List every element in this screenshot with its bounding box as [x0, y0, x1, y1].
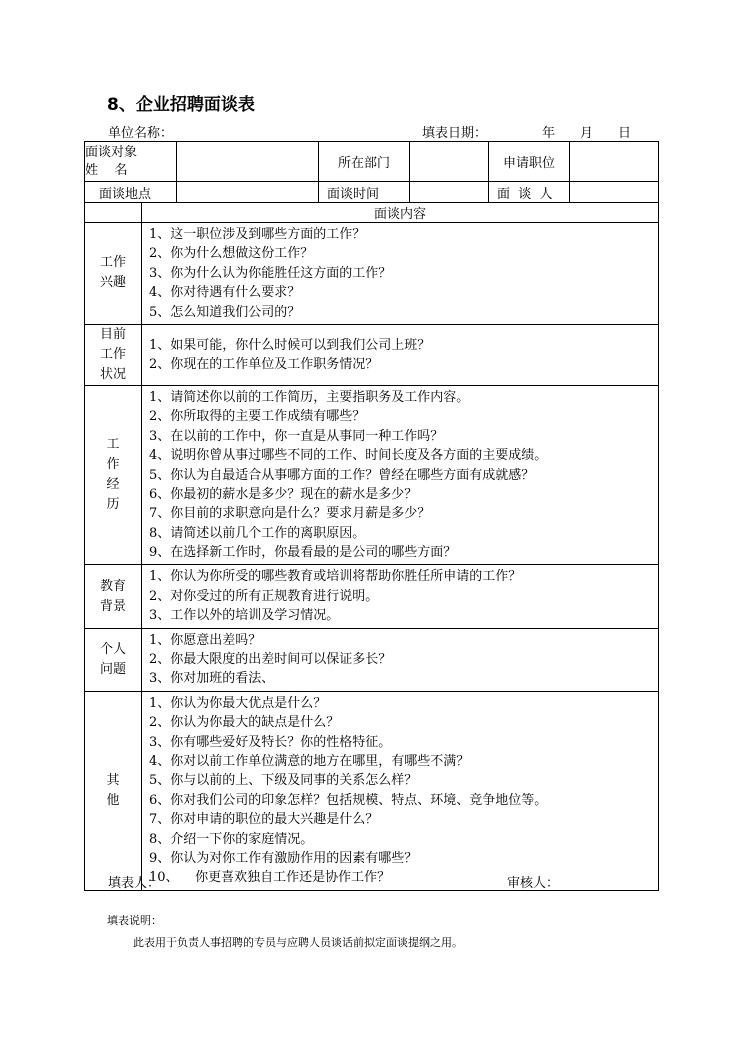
- section-questions: [142, 628, 659, 691]
- question-item: 7、你目前的求职意向是什么？要求月薪是多少？: [149, 506, 431, 522]
- section-category-label: 个人 问题: [85, 628, 142, 691]
- location-label: 面谈地点: [85, 182, 177, 203]
- interviewer-field[interactable]: [570, 182, 659, 203]
- question-item: 2、你为什么想做这份工作？: [149, 246, 314, 262]
- question-item: 2、对你受过的所有正规教育进行说明。: [149, 588, 379, 604]
- page-title: 8、企业招聘面谈表: [107, 95, 255, 115]
- question-item: 10、 你更喜欢独自工作还是协作工作？: [149, 870, 391, 886]
- section-category-label: 教育 背景: [85, 565, 142, 628]
- content-header: 面谈内容: [142, 203, 659, 223]
- time-field[interactable]: [410, 182, 489, 203]
- question-item: 1、请简述你以前的工作简历，主要指职务及工作内容。: [149, 389, 470, 405]
- question-item: 1、你认为你最大优点是什么？: [149, 695, 327, 711]
- question-item: 7、你对申请的职位的最大兴趣是什么？: [149, 812, 379, 828]
- time-label: 面谈时间: [319, 182, 410, 203]
- section-questions: [142, 223, 659, 325]
- section-category-label: 工作 兴趣: [85, 223, 142, 325]
- question-item: 2、你最大限度的出差时间可以保证多长？: [149, 652, 392, 668]
- section-category-label: 工 作 经 历: [85, 385, 142, 565]
- notes-title: 填表说明：: [107, 914, 162, 927]
- question-item: 2、你认为你最大的缺点是什么？: [149, 715, 340, 731]
- question-item: 3、工作以外的培训及学习情况。: [149, 608, 340, 624]
- question-item: 4、说明你曾从事过哪些不同的工作、时间长度及各方面的主要成绩。: [149, 448, 548, 464]
- question-item: 4、你对待遇有什么要求？: [149, 285, 301, 301]
- subject-name-field[interactable]: [177, 142, 319, 182]
- fill-date-label: 填表日期：: [422, 126, 488, 141]
- notes-body: 此表用于负责人事招聘的专员与应聘人员谈话前拟定面谈提纲之用。: [133, 936, 463, 949]
- unit-name-label: 单位名称：: [108, 126, 174, 141]
- location-field[interactable]: [177, 182, 319, 203]
- question-item: 3、在以前的工作中，你一直是从事同一种工作吗？: [149, 428, 444, 444]
- section-row: [85, 223, 659, 325]
- department-field[interactable]: [410, 142, 489, 182]
- question-item: 1、你愿意出差吗？: [149, 632, 262, 648]
- question-item: 1、这一职位涉及到哪些方面的工作？: [149, 227, 366, 242]
- question-item: 2、你所取得的主要工作成绩有哪些？: [149, 409, 366, 425]
- content-header-blank: [85, 203, 142, 223]
- question-item: 1、你认为你所受的哪些教育或培训将帮助你胜任所申请的工作？: [149, 569, 522, 585]
- subject-name-label: 面谈对象 姓 名: [85, 142, 177, 182]
- section-category-label: 其 他: [85, 691, 142, 890]
- interviewer-label: 面 谈 人: [489, 182, 570, 203]
- question-item: 9、在选择新工作时，你最看最的是公司的哪些方面？: [149, 545, 457, 561]
- department-label: 所在部门: [319, 142, 410, 182]
- section-questions: [142, 565, 659, 628]
- question-item: 5、你认为自最适合从事哪方面的工作？曾经在哪些方面有成就感？: [149, 467, 535, 483]
- section-row: [85, 691, 659, 890]
- section-questions: [142, 691, 659, 890]
- question-item: 5、你与以前的上、下级及同事的关系怎么样？: [149, 773, 418, 789]
- question-item: 4、你对以前工作单位满意的地方在哪里，有哪些不满？: [149, 753, 470, 769]
- question-item: 6、你最初的薪水是多少？现在的薪水是多少？: [149, 486, 418, 502]
- section-row: [85, 385, 659, 565]
- question-item: 3、你有哪些爱好及特长？你的性格特征。: [149, 734, 392, 750]
- section-questions: [142, 324, 659, 385]
- month-label: 月: [580, 126, 594, 141]
- question-item: 3、你对加班的看法、: [149, 671, 275, 687]
- section-row: [85, 565, 659, 628]
- question-item: 5、怎么知道我们公司的？: [149, 304, 301, 320]
- question-item: 2、你现在的工作单位及工作职务情况？: [149, 356, 379, 372]
- section-row: [85, 324, 659, 385]
- position-field[interactable]: [570, 142, 659, 182]
- question-item: 1、如果可能，你什么时候可以到我们公司上班？: [149, 337, 431, 353]
- position-label: 申请职位: [489, 142, 570, 182]
- question-item: 9、你认为对你工作有激励作用的因素有哪些？: [149, 850, 418, 866]
- reviewer-label: 审核人：: [507, 876, 560, 891]
- filler-label: 填表人：: [108, 876, 161, 891]
- question-item: 8、介绍一下你的家庭情况。: [149, 831, 314, 847]
- section-category-label: 目前 工作 状况: [85, 324, 142, 385]
- year-label: 年: [542, 126, 556, 141]
- question-item: 8、请简述以前几个工作的离职原因。: [149, 525, 366, 541]
- section-questions: [142, 385, 659, 565]
- day-label: 日: [618, 126, 632, 141]
- question-item: 3、你为什么认为你能胜任这方面的工作？: [149, 265, 392, 281]
- question-item: 6、你对我们公司的印象怎样？包括规模、特点、环境、竞争地位等。: [149, 792, 548, 808]
- interview-form-table: [84, 141, 659, 891]
- interview-sections: [85, 223, 659, 891]
- section-row: [85, 628, 659, 691]
